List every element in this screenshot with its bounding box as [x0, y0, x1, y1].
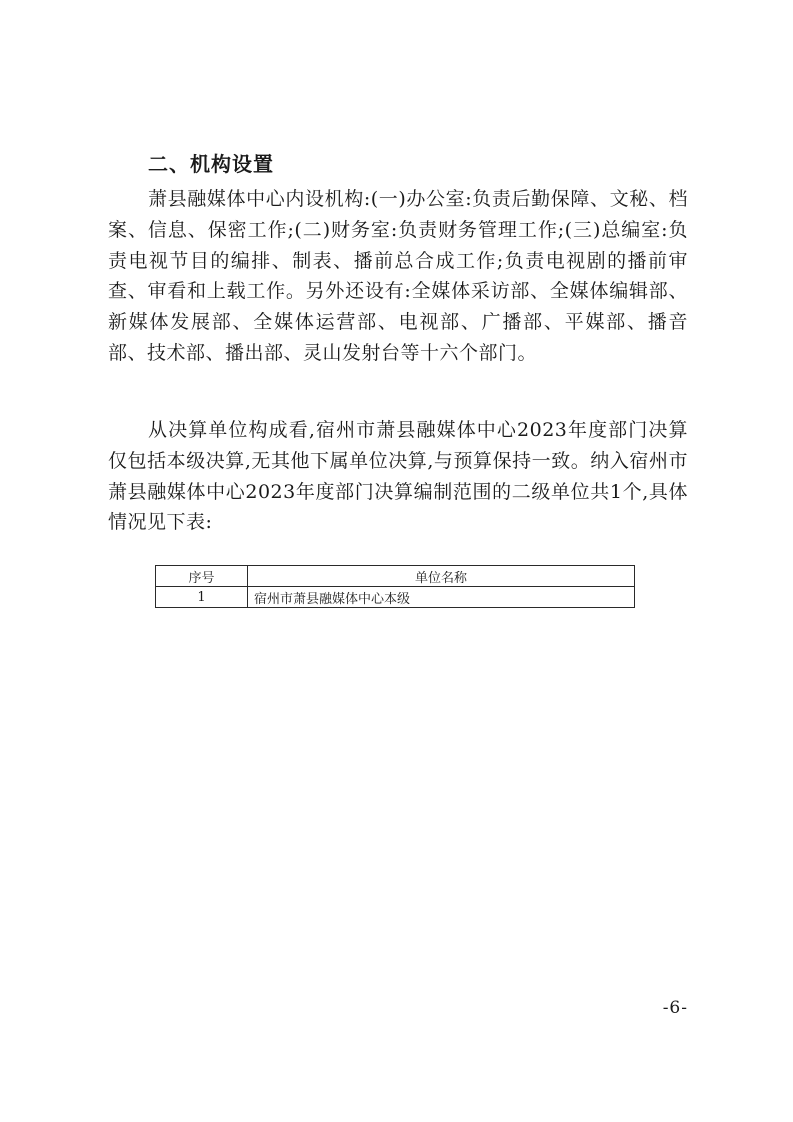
- section-heading: 二、机构设置: [148, 152, 274, 176]
- table-row: [156, 587, 635, 608]
- paragraph-institutions: 萧县融媒体中心内设机构:(一)办公室:负责后勤保障、文秘、档案、信息、保密工作;(二)财务室:负责财务管理工作;(三)总编室:负责电视节目的编排、制表、播前总合成工作;负责电视剧的播前审查、审看和上载工作。另外还设有:全媒体采访部、全媒体编辑部、新媒体发展部、全媒体运营部、电视部、广播部、平媒部、播音部、技术部、播出部、灵山发射台等十六个部门。: [108, 188, 688, 364]
- units-table: [155, 565, 635, 608]
- cell-seq: 1: [156, 587, 248, 608]
- page-number: -6-: [662, 998, 688, 1018]
- header-unit-name: 单位名称: [248, 566, 635, 587]
- table-header-row: [156, 566, 635, 587]
- cell-unit-name: 宿州市萧县融媒体中心本级: [248, 587, 635, 608]
- header-seq: 序号: [156, 566, 248, 587]
- paragraph-budget-units: 从决算单位构成看,宿州市萧县融媒体中心2023年度部门决算仅包括本级决算,无其他下属单位决算,与预算保持一致。纳入宿州市萧县融媒体中心2023年度部门决算编制范围的二级单位共1个,具体情况见下表:: [108, 419, 688, 534]
